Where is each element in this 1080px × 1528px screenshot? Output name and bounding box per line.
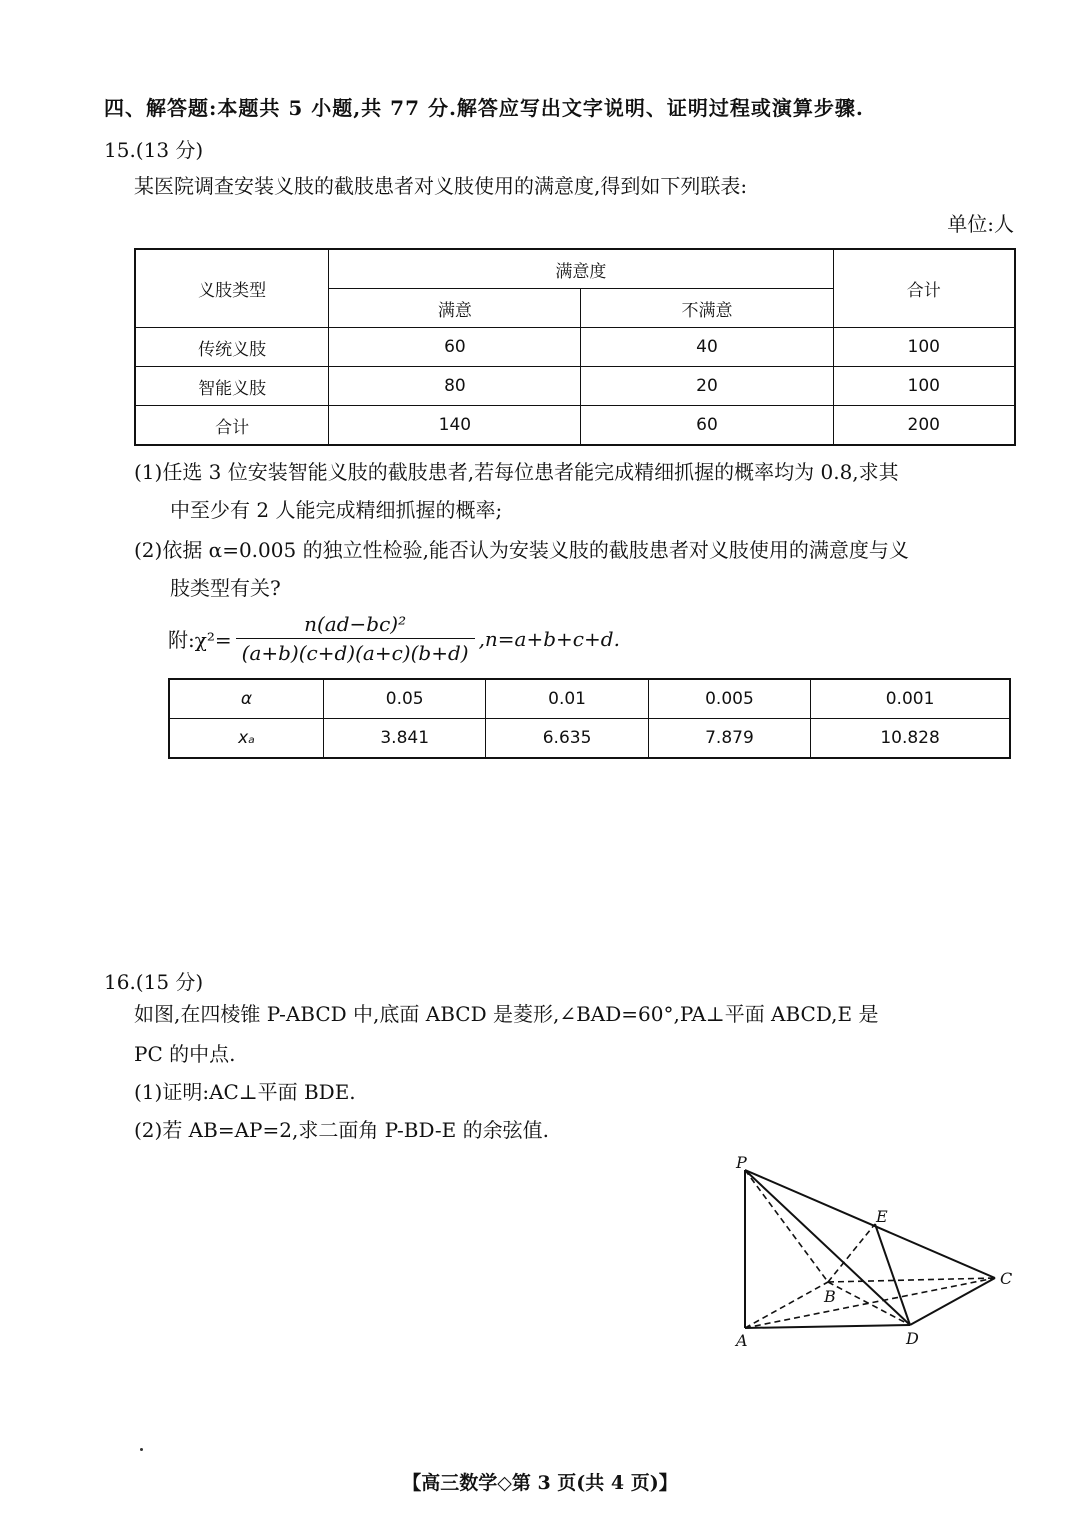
cell-total: 100 [833,367,1015,406]
x-alpha-label: xₐ [169,719,324,759]
edge-PB [745,1170,828,1282]
edge-BC [828,1278,995,1282]
edge-AC [745,1278,995,1328]
table-row [135,328,1015,367]
header-total: 合计 [833,249,1015,328]
cell-unsatisfied: 20 [581,367,833,406]
label-A: A [736,1331,748,1350]
header-satisfied: 满意 [329,289,581,328]
table-row [135,406,1015,446]
chi-square-formula [168,612,620,665]
page-footer: 【高三数学◇第 3 页(共 4 页)】 [402,1472,678,1494]
table-row [169,679,1010,719]
x-value: 7.879 [648,719,810,759]
edge-BE [828,1224,875,1282]
row-label: 合计 [135,406,329,446]
header-unsatisfied: 不满意 [581,289,833,328]
x-value: 10.828 [811,719,1010,759]
label-C: C [1000,1269,1013,1288]
q15-part2-line1: (2)依据 α=0.005 的独立性检验,能否认为安装义肢的截肢患者对义肢使用的满意度与义 [134,538,909,562]
alpha-value: 0.005 [648,679,810,719]
formula-tail: ,n=a+b+c+d. [478,626,620,651]
edge-DC [910,1278,995,1325]
label-B: B [824,1287,836,1306]
section-header: 四、解答题:本题共 5 小题,共 77 分.解答应写出文字说明、证明过程或演算步骤. [104,96,864,120]
header-satisfaction: 满意度 [329,249,833,289]
contingency-table [134,248,1016,446]
cell-satisfied: 80 [329,367,581,406]
cell-unsatisfied: 40 [581,328,833,367]
pyramid-figure [720,1150,1030,1350]
formula-denominator: (a+b)(c+d)(a+c)(b+d) [236,638,475,665]
q15-intro: 某医院调查安装义肢的截肢患者对义肢使用的满意度,得到如下列联表: [134,174,748,198]
table-row [135,367,1015,406]
cell-unsatisfied: 60 [581,406,833,446]
row-label: 传统义肢 [135,328,329,367]
label-E: E [876,1207,888,1226]
x-value: 3.841 [324,719,486,759]
header-type: 义肢类型 [135,249,329,328]
formula-numerator: n(ad−bc)² [304,612,407,636]
q15-part1-line2: 中至少有 2 人能完成精细抓握的概率; [170,498,503,522]
q16-line1: 如图,在四棱锥 P-ABCD 中,底面 ABCD 是菱形,∠BAD=60°,PA⊥平面 ABCD,E 是 [134,1002,879,1026]
table-row [169,719,1010,759]
q16-part2: (2)若 AB=AP=2,求二面角 P-BD-E 的余弦值. [134,1118,549,1142]
q16-part1: (1)证明:AC⊥平面 BDE. [134,1080,356,1104]
scan-speck [140,1448,143,1451]
appendix-label: 附:χ²= [168,628,232,652]
alpha-value: 0.01 [486,679,648,719]
formula-fraction [236,612,475,665]
edge-PC [745,1170,995,1278]
q15-part2-line2: 肢类型有关? [170,576,281,600]
q15-part1-line1: (1)任选 3 位安装智能义肢的截肢患者,若每位患者能完成精细抓握的概率均为 0.8,求其 [134,460,899,484]
label-P: P [736,1153,747,1172]
edge-AD [745,1325,910,1328]
cell-total: 100 [833,328,1015,367]
q15-number: 15.(13 分) [104,138,204,162]
alpha-label: α [169,679,324,719]
alpha-value: 0.05 [324,679,486,719]
cell-total: 200 [833,406,1015,446]
cell-satisfied: 60 [329,328,581,367]
edge-AB [745,1282,828,1328]
q16-line2: PC 的中点. [134,1042,236,1066]
q16-number: 16.(15 分) [104,970,204,994]
row-label: 智能义肢 [135,367,329,406]
x-value: 6.635 [486,719,648,759]
cell-satisfied: 140 [329,406,581,446]
q15-unit: 单位:人 [947,212,1014,236]
label-D: D [906,1329,919,1348]
critical-value-table [168,678,1011,759]
alpha-value: 0.001 [811,679,1010,719]
